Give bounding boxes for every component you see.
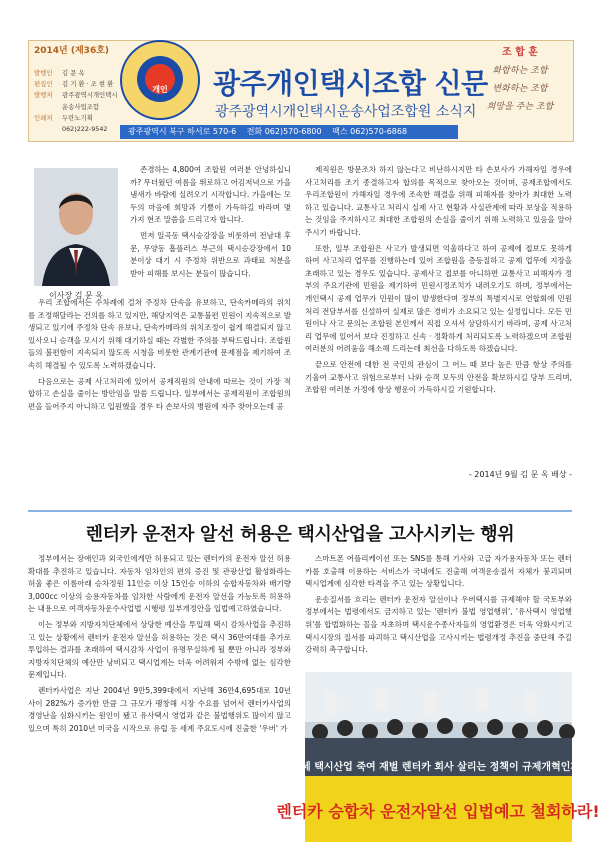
article1-column-intro	[130, 164, 291, 283]
publication-info-row	[34, 68, 118, 79]
publication-info-row	[34, 124, 118, 135]
publication-info-row	[34, 102, 118, 113]
creed-line: 화합하는 조합	[492, 66, 548, 76]
article2-headline: 렌터카 운전자 알선 허용은 택시산업을 고사시키는 행위	[85, 524, 515, 545]
publication-info-row	[34, 79, 118, 90]
logo-emblem	[137, 56, 183, 102]
info-value: 두란노기획	[62, 113, 93, 122]
chairman-photo	[34, 168, 118, 286]
protest-photo	[276, 672, 600, 842]
paragraph: 스마트폰 어플리케이션 또는 SNS를 통해 기사와 고급 자가용자동차 또는 렌터카를 호출해 이용하는 서비스가 국내에도 진출해 여객운송질서 자체가 붕괴되며 택시업계에 심각한 타격을 주고 있는 상황입니다.	[305, 554, 572, 589]
info-value: 광주광역시개인택시	[62, 91, 118, 100]
banner-top-text: 영세 택시산업 죽여 재벌 렌터카 회사 살리는 정책이 규제개혁인가!	[291, 762, 585, 773]
paragraph: 존경하는 4,800여 조합원 여러분 안녕하십니까? 무더웠던 여름을 뛰로하고 어김저녁으로 가을 냄새가 바람에 실려오기 시작합니다. 가을에는 모두의 마음에 희망과 기쁨이 가득하길 바라며 몇 가지 현조 말씀을 드리고자 합니다.	[130, 165, 291, 225]
creed-line: 변화하는 조합	[492, 84, 548, 94]
info-label: 인쇄처	[34, 113, 53, 122]
union-logo	[120, 40, 200, 120]
paragraph: 운송질서를 흐리는 렌터카 운전자 알선이나 우버택시를 규제해야 할 국토부와 정부에서는 법령에서도 금지하고 있는 '렌터카 불법 영업행위', '유사택시 영업행위'를 합법화하는 꼴을 자초하며 택시운수종사자들의 영업환경은 더욱 악화시키고 택시시장의 질서를 파괴하고 택시산업을 고사시키는 법령개정 추진을 중단해 주길 강력히 촉구합니다.	[305, 594, 572, 655]
fax: 팩스 062)570-6868	[332, 127, 408, 136]
paragraph: 먼저 일곡동 택시승강장을 비롯하여 전남대 후문, 무양동 흡플러스 부근의 택시승강장에서 10분이상 대기 시 주정차 위반으로 과태료 처분을 받아 피해를 보시는 분들이 많습니다.	[130, 230, 291, 278]
article2-column-left	[28, 553, 291, 738]
creed-line: 희망을 주는 조합	[486, 102, 554, 112]
photo-caption: 이사장 김 문 옥	[49, 291, 103, 300]
logo-text: 개인	[152, 85, 168, 94]
info-label: 편집인	[34, 80, 53, 89]
contact-bar	[120, 125, 458, 139]
banner-main-text: 렌터카 승합차 운전자알선 입법예고 철회하라!	[276, 802, 600, 821]
issue-number: 2014년 (제36호)	[34, 46, 110, 56]
paragraph: 정부에서는 장애인과 외국인에게만 허용되고 있는 렌터카의 운전자 알선 허용 확대를 추진하고 있습니다. 자동차 임차인의 편의 증진 및 관광산업 활성화라는 허울 좋은 이름아래 승차정원 11인승 이상 15인승 이하의 승합자동차와 배기량 3,000cc 이상의 승용자동차를 임차한 사람에게 운전자 알선을 가능토록 허용하는 내용으로 여객자동차운수사업법 시행령 일부개정안을 입법예고하였습니다.	[28, 554, 291, 614]
publication-info-row	[34, 113, 118, 124]
info-value: 김 기 환 · 조 현 환	[62, 80, 114, 89]
paragraph: 제직원은 방문조차 하지 않는다고 비난하시지만 타 손보사가 가해자일 경우에 사고처리를 조기 종결하고자 합의를 목적으로 찾아오는 것이며, 공제조합에서도 우리조합원이 가해자일 경우에 조속한 해결을 위해 피해자를 찾아가 최대한 노력하고 있습니다. 교통사고 처리시 실제 사고 현황과 사실관계에 따라 보상을 적용하는 것임을 주지하시고 최대한 조합원의 손실을 줄이기 위해 노력하고 있음을 알아주시기 바랍니다.	[305, 165, 572, 237]
newspaper-subtitle: 광주광역시개인택시운송사업조합원 소식지	[215, 104, 477, 120]
info-value: 김 문 옥	[62, 69, 85, 77]
signature-line: - 2014년 9월 김 문 옥 배상 -	[468, 470, 572, 479]
paragraph: 또한, 일부 조합원은 사고가 발생되면 억울하다고 하여 공제에 접보도 못하게 하여 사고처리 업무를 진행하는데 있어 조합원을 층등질하고 공제 업무에 지장을 초래하고 있는 경우도 있습니다. 공제사고 접보를 아니하면 교통사고 피해자가 정부의 주요기관에 민원을 제기하여 민원시정조치가 내려오기도 하며, 정부에서는 개인택시 공제 업무가 민원이 많이 발생한다며 정부의 특별지시로 연합회에 민원처리 전담부서를 신설하여 실제로 많은 경비가 소요되고 있는 실정입니다. 모든 민원이나 사고 문의는 조합원 본인께서 직접 오셔서 상담하시기 바라며, 공제 사고처리 업무에 있어서 보다 진정하고 신속 · 정확하게 처리되도록 노력하겠으며 조합원 여러분의 어려움을 해소해 드리는데 최선을 다하도록 하겠습니다.	[305, 243, 572, 354]
paragraph: 다음으로는 공제 사고처리에 있어서 공제직원의 안내에 따르는 것이 가장 적합하고 손실을 줄이는 방안임을 말씀 드립니다. 일부에서는 공제직원이 조합원의 편을 들어주지 아니하고 입원했을 경우 타 손보사의 병원에 자주 찾아오는데 공	[28, 376, 291, 411]
article2-column-right	[305, 553, 572, 660]
info-label: 발행처	[34, 91, 53, 100]
paragraph: 우리 조합에서는 수차례에 걸쳐 주정차 단속을 유보하고, 단속카메라의 위치를 조정해달라는 건의를 하고 있지만, 해당지역은 교통불편 민원이 지속적으로 발생되고 있기에 주정차 단속 유보나, 단속카메라의 위치조정이 쉽게 해결되지 않고 있사오니 승객을 모시기 위해 대기하실 때는 각별한 주의를 부탁드립니다. 조합원들의 불편함이 지속되지 않도록 시청을 비롯한 관계기관에 문제점을 제기하여 조속히 해결될 수 있도록 노력하겠습니다.	[28, 298, 291, 370]
paragraph: 렌터카사업은 지난 2004년 9만5,399대에서 지난해 36만4,695대로 10년 사이 282%가 증가한 만큼 그 규모가 팽창해 시장 수요를 넘어서 렌터카사업의 경영난을 심화시키는 원인이 됐고 유사택시 영업과 같은 불법행위도 많이지 않고 있으며 특히 2010년 미국을 시작으로 유럽 등 세계 주요도시에 진출한 '우버' 가	[28, 685, 291, 733]
address: 광주광역시 북구 하서로 570-6	[128, 127, 237, 136]
article1-column-left	[28, 297, 291, 416]
publication-info	[34, 68, 118, 135]
info-value: 062)222-9542	[62, 125, 108, 134]
article1-column-right	[305, 164, 572, 400]
info-label: 발행인	[34, 69, 53, 77]
info-value: 운송사업조합	[62, 102, 100, 111]
newspaper-title: 광주개인택시조합 신문	[213, 67, 488, 100]
creed-title: 조 합 훈	[502, 47, 538, 58]
phone: 전화 062)570-6800	[246, 127, 322, 136]
creed-list	[470, 62, 570, 116]
section-divider	[28, 510, 572, 512]
publication-info-row	[34, 90, 118, 101]
paragraph: 이는 정부와 지방자치단체에서 상당한 예산을 투입해 택시 감차사업을 추진하고 있는 상황에서 렌터카 운전자 알선을 허용하는 것은 택시 36만여대를 추가로 투입하는 결과를 초래하여 택시감차 사업이 유명무실하게 될 뿐만 아니라 정부와 지방자치단체의 예산만 낭비되고 택시업계는 더욱 어려워져 수밖에 없는 심각한 문제입니다.	[28, 619, 291, 680]
paragraph: 끝으로 안전에 대한 전 국민의 관심이 그 어느 때 보다 높은 만큼 항상 주의를 기울여 교통사고 위험으로부터 나와 승객 모두의 안전을 확보하시길 당부 드리며, 조합원 여러분 가정에 항상 행운이 가득하시길 기원합니다.	[305, 359, 572, 395]
